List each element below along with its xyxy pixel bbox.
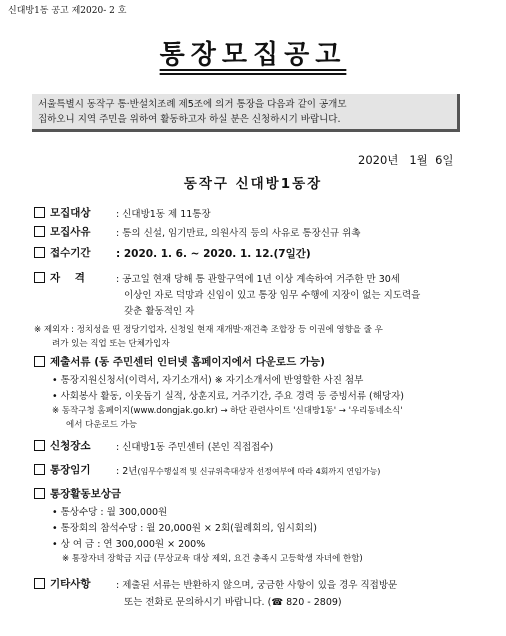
compensation-note: ※ 통장자녀 장학금 지급 (무상교육 대상 제외, 요건 충족시 고등학생 자녀에 한함) xyxy=(62,554,363,564)
item-label: 자 격 xyxy=(50,272,85,284)
checkbox-icon xyxy=(34,464,45,475)
compensation-line-1: • 통상수당 : 월 300,000원 xyxy=(52,507,168,518)
documents-bullet-2: • 사회봉사 활동, 이웃돕기 실적, 상훈지료, 거주기간, 주요 경력 등 증빙서류 (해당자) xyxy=(52,391,404,402)
checkbox-icon xyxy=(34,356,45,367)
documents-bullet-1: • 통장지원신청서(이력서, 자기소개서) ※ 자기소개서에 반영할한 사진 첨부 xyxy=(52,375,364,386)
item-label: 기타사항 xyxy=(50,578,91,590)
term-note: (임무수행실적 및 신규위촉대상자 선정여부에 따라 4회까지 연임가능) xyxy=(137,467,381,476)
item-qual-line-3: 갖춘 활동적인 자 xyxy=(124,306,195,317)
checkbox-icon xyxy=(34,440,45,451)
item-qual-line-1: : 공고일 현재 당해 통 관할구역에 1년 이상 계속하여 거주한 만 30세 xyxy=(116,274,400,285)
item-reason-text: : 통의 신설, 임기만료, 의원사직 등의 사유로 통장신규 위촉 xyxy=(116,228,361,239)
item-label: 통장임기 xyxy=(50,464,91,476)
issuer-name: 동작구 신대방1동장 xyxy=(183,176,323,192)
compensation-line-2: • 통장회의 참석수당 : 월 20,000원 × 2회(월례회의, 임시회의) xyxy=(52,523,318,534)
item-qual-line-2: 이상인 자로 덕망과 신임이 있고 통장 임무 수행에 지장이 없는 지도력을 xyxy=(124,290,421,301)
documents-note-2: 에서 다운로드 가능 xyxy=(66,420,138,430)
notice-date: 2020년 1월 6일 xyxy=(358,153,454,167)
item-label: 제출서류 (동 주민센터 인터넷 홈페이지에서 다운로드 가능) xyxy=(50,356,325,368)
item-label: 모집사유 xyxy=(50,226,91,238)
etc-line-2: 또는 전화로 문의하시기 바랍니다. (☎ 820 - 2809) xyxy=(124,597,342,608)
documents-note-1: ※ 동작구청 홈페이지(www.dongjak.go.kr) → 하단 관련사이트 '신대방1동' → '우리동네소식' xyxy=(52,406,403,416)
item-reason xyxy=(34,224,91,239)
exclusion-line-2: 려가 있는 직업 또는 단체가입자 xyxy=(52,339,170,349)
notice-line-2: 집하오니 지역 주민을 위하여 활동하고자 하실 분은 신청하시기 바랍니다. xyxy=(38,114,341,125)
item-label: 접수기간 xyxy=(50,247,91,259)
item-place xyxy=(34,438,91,453)
item-compensation xyxy=(34,486,121,501)
item-documents xyxy=(34,354,325,369)
item-qualification xyxy=(34,270,85,285)
item-term xyxy=(34,462,91,477)
checkbox-icon xyxy=(34,272,45,283)
item-label: 모집대상 xyxy=(50,207,91,219)
item-term-text xyxy=(116,463,380,477)
etc-line-1: : 제출된 서류는 반환하지 않으며, 궁금한 사항이 있을 경우 직접방문 xyxy=(116,580,398,591)
document-number: 신대방1동 공고 제2020- 2 호 xyxy=(8,6,127,16)
checkbox-icon xyxy=(34,207,45,218)
checkbox-icon xyxy=(34,247,45,258)
notice-box xyxy=(32,94,460,132)
exclusion-line-1: ※ 제외자 : 정치성을 띤 정당기업자, 신청일 현재 재개발·재건축 조합장 등 이권에 영향을 줄 우 xyxy=(34,325,383,335)
item-label: 통장활동보상금 xyxy=(50,488,122,500)
checkbox-icon xyxy=(34,488,45,499)
page-title: 통장모집공고 xyxy=(159,40,347,70)
item-period xyxy=(34,245,91,260)
notice-line-1: 서울특별시 동작구 통·반설치조례 제5조에 의거 통장을 다음과 같이 공개모 xyxy=(38,99,347,110)
item-target-text: : 신대방1동 제 11통장 xyxy=(116,209,211,220)
item-etc xyxy=(34,576,91,591)
item-period-text: : 2020. 1. 6. ~ 2020. 1. 12.(7일간) xyxy=(116,248,311,260)
checkbox-icon xyxy=(34,578,45,589)
item-label: 신청장소 xyxy=(50,440,91,452)
checkbox-icon xyxy=(34,226,45,237)
item-target xyxy=(34,205,91,220)
item-place-text: : 신대방1동 주민센터 (본인 직접접수) xyxy=(116,442,274,453)
compensation-line-3: • 상 여 금 : 연 300,000원 × 200% xyxy=(52,539,206,550)
term-value: : 2년 xyxy=(116,466,138,477)
